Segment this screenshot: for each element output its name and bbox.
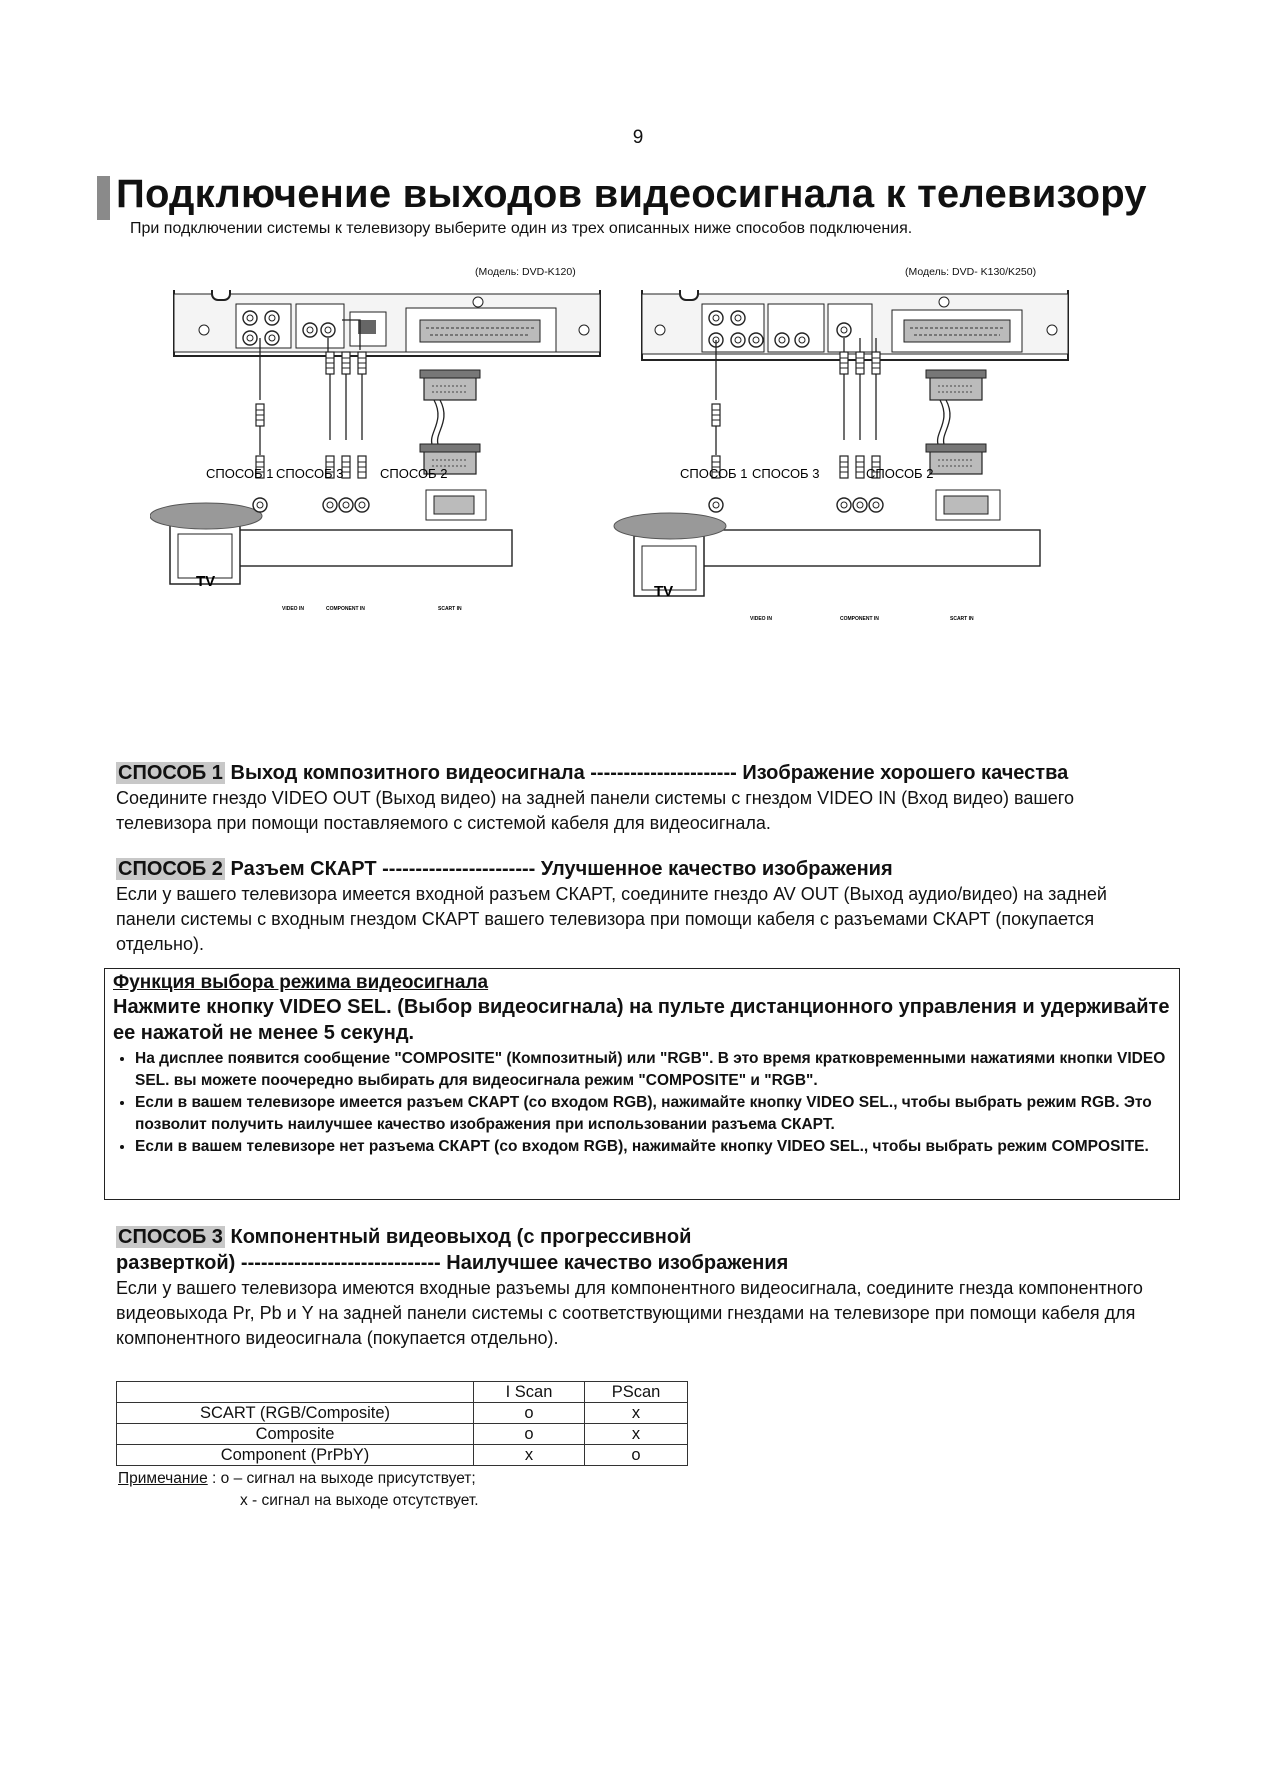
dvd-unit-right: [642, 290, 1068, 360]
table-cell: x: [585, 1403, 688, 1424]
table-note: [118, 1468, 476, 1490]
method3-text: Если у вашего телевизора имеются входные разъемы для компонентного видеосигнала, соедините гнезда компонентного видеовыхода Pr, Pb и Y на задней панели системы с соответствующими гнездами на телевизоре при помощи кабеля для компонентного видеосигнала (покупается отдельно).: [116, 1278, 1143, 1348]
method2-text: Если у вашего телевизора имеется входной разъем СКАРТ, соедините гнездо AV OUT (Выход аудио/видео) на задней панели системы с входным гнездом СКАРТ вашего телевизора при помощи кабеля с разъемами СКАРТ (покупается отдельно).: [116, 884, 1107, 954]
table-header-row: [117, 1382, 688, 1403]
label-method2-left: СПОСОБ 2: [380, 466, 448, 481]
method3-heading: [116, 1226, 691, 1249]
scan-mode-table: [116, 1381, 688, 1466]
model-label-left: (Модель: DVD-K120): [475, 266, 576, 278]
label-tv-right: TV: [654, 583, 674, 600]
method1-text: Соедините гнездо VIDEO OUT (Выход видео) на задней панели системы с гнездом VIDEO IN (Вход видео) вашего телевизора при помощи поставляемого с системой кабеля для видеосигнала.: [116, 788, 1074, 833]
method3-tag: СПОСОБ 3: [118, 1226, 223, 1248]
label-tv-left: TV: [196, 573, 216, 590]
page-number: 9: [632, 127, 644, 148]
method1-heading-text: Выход композитного видеосигнала ---------------------- Изображение хорошего качества: [230, 762, 1069, 784]
tv-right: [614, 490, 1040, 596]
method2-tag: СПОСОБ 2: [118, 858, 223, 880]
table-row: [117, 1445, 688, 1466]
video-mode-box-title: Функция выбора режима видеосигнала: [113, 972, 489, 993]
note-line2: x - сигнал на выходе отсутствует.: [240, 1492, 479, 1509]
table-row: [117, 1403, 688, 1424]
label-method2-right: СПОСОБ 2: [866, 466, 934, 481]
table-cell: o: [474, 1424, 585, 1445]
method3-heading-line1: Компонентный видеовыход (с прогрессивной: [230, 1226, 692, 1248]
table-cell: x: [474, 1445, 585, 1466]
label-scart-in-right: SCART IN: [950, 616, 974, 622]
method1-tag: СПОСОБ 1: [118, 762, 223, 784]
table-header-cell: [117, 1382, 474, 1403]
video-mode-bullet: • На дисплее появится сообщение "COMPOSITE" (Композитный) или "RGB". В это время кратковременными нажатиями кнопки VIDEO SEL. вы можете поочередно выбирать для видеосигнала режим "COMPOSITE" и "RGB".: [135, 1048, 1171, 1092]
table-cell: o: [585, 1445, 688, 1466]
video-mode-bullets: [113, 1048, 1171, 1158]
connection-diagram: [150, 290, 1080, 660]
dvd-unit-left: [174, 290, 600, 356]
label-method3-right: СПОСОБ 3: [752, 466, 820, 481]
table-cell: Composite: [117, 1424, 474, 1445]
label-component-in-left: COMPONENT IN: [326, 606, 365, 612]
video-mode-box-lead: Нажмите кнопку VIDEO SEL. (Выбор видеосигнала) на пульте дистанционного управления и удерживайте ее нажатой не менее 5 секунд.: [113, 996, 1170, 1044]
method3-heading-line2: разверткой) ------------------------------ Наилучшее качество изображения: [116, 1252, 789, 1274]
note-line1: : o – сигнал на выходе присутствует;: [212, 1470, 476, 1487]
label-scart-in-left: SCART IN: [438, 606, 462, 612]
note-label: Примечание: [118, 1470, 208, 1487]
label-method1-left: СПОСОБ 1: [206, 466, 274, 481]
video-mode-bullet: • Если в вашем телевизоре нет разъема СКАРТ (со входом RGB), нажимайте кнопку VIDEO SEL., чтобы выбрать режим COMPOSITE.: [135, 1136, 1171, 1158]
method2-heading: [116, 858, 893, 881]
table-cell: o: [474, 1403, 585, 1424]
label-video-in-right: VIDEO IN: [750, 616, 772, 622]
video-mode-bullet: • Если в вашем телевизоре имеется разъем СКАРТ (со входом RGB), нажимайте кнопку VIDEO SEL., чтобы выбрать режим RGB. Это позволит получить наилучшее качество изображения при использовании разъема СКАРТ.: [135, 1092, 1171, 1136]
label-method3-left: СПОСОБ 3: [276, 466, 344, 481]
table-header-cell: PScan: [585, 1382, 688, 1403]
label-video-in-left: VIDEO IN: [282, 606, 304, 612]
video-mode-box: [104, 968, 1180, 1200]
table-cell: SCART (RGB/Composite): [117, 1403, 474, 1424]
label-method1-right: СПОСОБ 1: [680, 466, 748, 481]
title-accent-bar: [97, 176, 110, 220]
table-cell: x: [585, 1424, 688, 1445]
tv-left: [150, 490, 512, 584]
page-subtitle: При подключении системы к телевизору выберите один из трех описанных ниже способов подключения.: [130, 220, 913, 237]
table-row: [117, 1424, 688, 1445]
method1-heading: [116, 762, 1068, 785]
table-cell: Component (PrPbY): [117, 1445, 474, 1466]
label-component-in-right: COMPONENT IN: [840, 616, 879, 622]
table-header-cell: I Scan: [474, 1382, 585, 1403]
model-label-right: (Модель: DVD- K130/K250): [905, 266, 1037, 278]
method2-heading-text: Разъем СКАРТ ----------------------- Улучшенное качество изображения: [230, 858, 893, 880]
page-title: Подключение выходов видеосигнала к телевизору: [116, 172, 1147, 216]
